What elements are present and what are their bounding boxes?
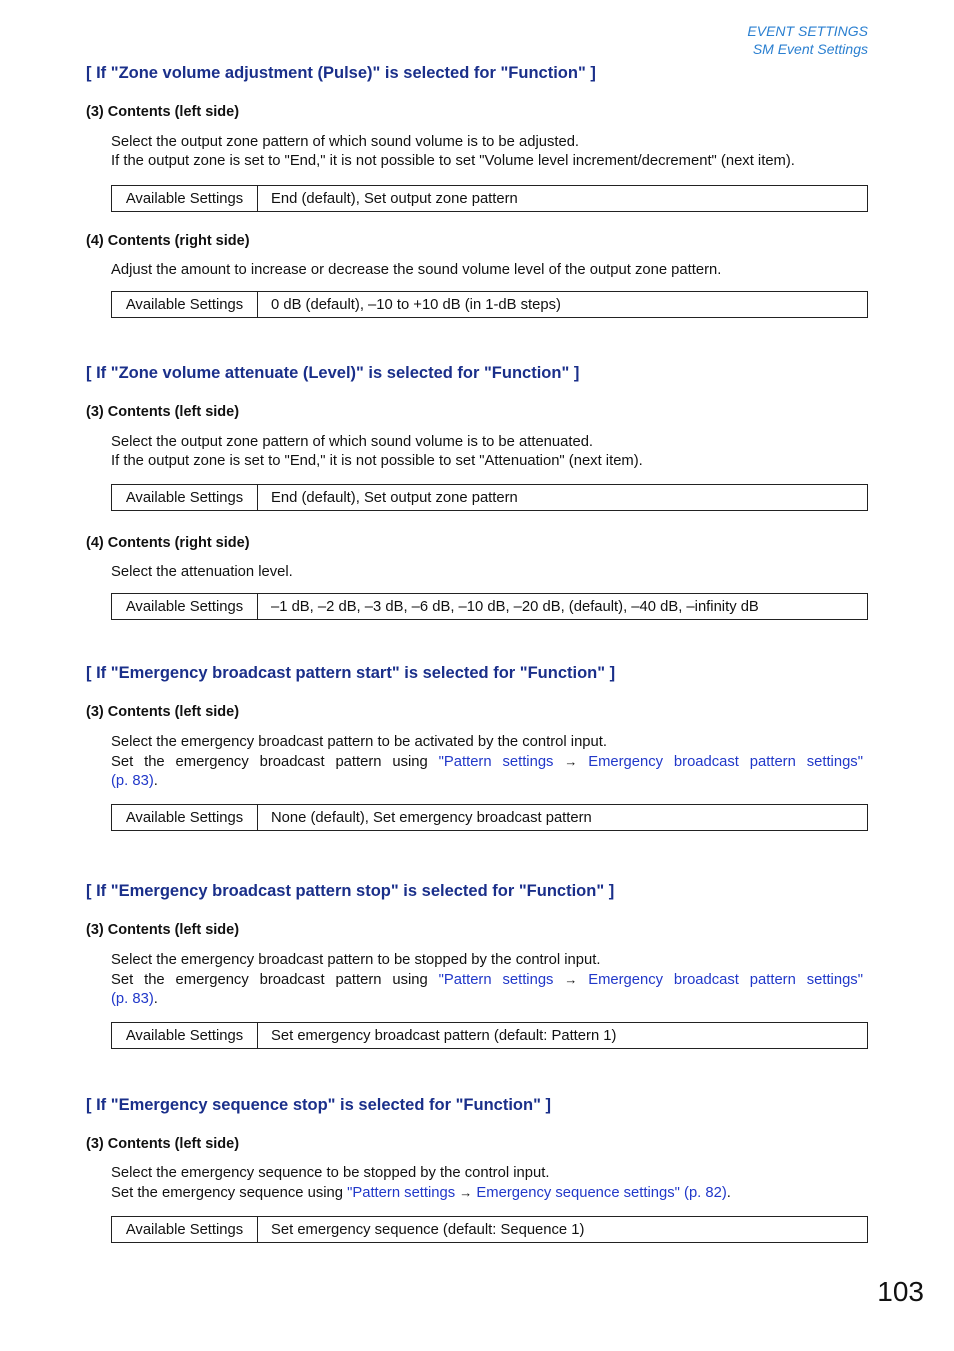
available-settings-table — [111, 484, 868, 511]
body-text: . — [153, 773, 158, 789]
available-settings-table — [111, 185, 868, 212]
body-text: Set the emergency broadcast pattern using — [111, 754, 428, 770]
table-value: None (default), Set emergency broadcast pattern — [271, 809, 592, 826]
emergency-broadcast-pattern-settings-link[interactable]: Emergency broadcast pattern settings" — [588, 972, 863, 988]
body-line — [111, 752, 863, 772]
body-line — [111, 970, 863, 990]
arrow-icon: → — [459, 1185, 473, 1200]
subsection-body — [111, 433, 863, 471]
body-line: Select the attenuation level. — [111, 564, 293, 580]
body-text: . — [726, 1185, 731, 1201]
table-value: Set emergency broadcast pattern (default: Pattern 1) — [271, 1027, 617, 1044]
available-settings-table — [111, 291, 868, 318]
body-line: If the output zone is set to "End," it is not possible to set "Volume level increment/decrement" (next item). — [111, 153, 795, 169]
available-settings-table — [111, 804, 868, 831]
table-label: Available Settings — [112, 186, 258, 211]
pattern-settings-link[interactable]: "Pattern settings — [347, 1185, 456, 1201]
subsection-body — [111, 733, 863, 791]
table-label: Available Settings — [112, 292, 258, 317]
running-head-chapter: EVENT SETTINGS — [747, 23, 868, 39]
subsection-title: (3) Contents (left side) — [86, 922, 240, 938]
subsection-title: (4) Contents (right side) — [86, 535, 250, 551]
subsection-title: (4) Contents (right side) — [86, 233, 250, 249]
emergency-sequence-settings-link[interactable]: Emergency sequence settings" (p. 82) — [476, 1185, 727, 1201]
body-line: Select the emergency broadcast pattern to be stopped by the control input. — [111, 952, 601, 968]
body-line: If the output zone is set to "End," it is not possible to set "Attenuation" (next item). — [111, 453, 643, 469]
body-line: Select the output zone pattern of which sound volume is to be adjusted. — [111, 134, 580, 150]
available-settings-table — [111, 1022, 868, 1049]
body-text: Set the emergency broadcast pattern using — [111, 972, 428, 988]
subsection-title: (3) Contents (left side) — [86, 404, 240, 420]
section-heading-emergency-pattern-start: [ If "Emergency broadcast pattern start" is selected for "Function" ] — [86, 664, 616, 682]
table-label: Available Settings — [112, 805, 258, 830]
pattern-settings-link[interactable]: "Pattern settings — [438, 754, 554, 770]
subsection-title: (3) Contents (left side) — [86, 704, 240, 720]
section-heading-emergency-sequence-stop: [ If "Emergency sequence stop" is selected for "Function" ] — [86, 1096, 551, 1114]
table-value: Set emergency sequence (default: Sequence 1) — [271, 1221, 585, 1238]
body-line — [111, 990, 863, 1009]
subsection-title: (3) Contents (left side) — [86, 104, 240, 120]
table-label: Available Settings — [112, 1023, 258, 1048]
table-label: Available Settings — [112, 1217, 258, 1242]
subsection-body — [111, 1164, 863, 1203]
table-label: Available Settings — [112, 485, 258, 510]
pattern-settings-link[interactable]: "Pattern settings — [438, 972, 554, 988]
running-head-section: SM Event Settings — [752, 41, 868, 57]
arrow-icon: → — [564, 972, 578, 987]
body-text: . — [153, 991, 158, 1007]
subsection-body — [111, 133, 863, 171]
subsection-title: (3) Contents (left side) — [86, 1136, 240, 1152]
section-heading-zone-volume-adjustment: [ If "Zone volume adjustment (Pulse)" is selected for "Function" ] — [86, 64, 596, 82]
table-value: –1 dB, –2 dB, –3 dB, –6 dB, –10 dB, –20 dB, (default), –40 dB, –infinity dB — [271, 598, 759, 615]
section-heading-emergency-pattern-stop: [ If "Emergency broadcast pattern stop" is selected for "Function" ] — [86, 882, 615, 900]
table-label: Available Settings — [112, 594, 258, 619]
available-settings-table — [111, 593, 868, 620]
table-value: 0 dB (default), –10 to +10 dB (in 1-dB steps) — [271, 296, 561, 313]
arrow-icon: → — [564, 754, 578, 769]
section-heading-zone-volume-attenuate: [ If "Zone volume attenuate (Level)" is selected for "Function" ] — [86, 364, 580, 382]
body-line: Adjust the amount to increase or decrease the sound volume level of the output zone pattern. — [111, 262, 722, 278]
page-reference-link[interactable]: (p. 83) — [111, 773, 154, 789]
page-reference-link[interactable]: (p. 83) — [111, 991, 154, 1007]
table-value: End (default), Set output zone pattern — [271, 489, 518, 506]
emergency-broadcast-pattern-settings-link[interactable]: Emergency broadcast pattern settings" — [588, 754, 863, 770]
body-line: Select the emergency broadcast pattern to be activated by the control input. — [111, 734, 607, 750]
body-line: Select the emergency sequence to be stopped by the control input. — [111, 1165, 550, 1181]
available-settings-table — [111, 1216, 868, 1243]
page-number: 103 — [877, 1276, 924, 1307]
body-line — [111, 1183, 863, 1203]
body-line: Select the output zone pattern of which sound volume is to be attenuated. — [111, 434, 594, 450]
body-line — [111, 772, 863, 791]
subsection-body — [111, 563, 863, 582]
body-text: Set the emergency sequence using — [111, 1185, 348, 1201]
table-value: End (default), Set output zone pattern — [271, 190, 518, 207]
subsection-body — [111, 261, 863, 280]
running-head — [747, 22, 868, 58]
subsection-body — [111, 951, 863, 1009]
